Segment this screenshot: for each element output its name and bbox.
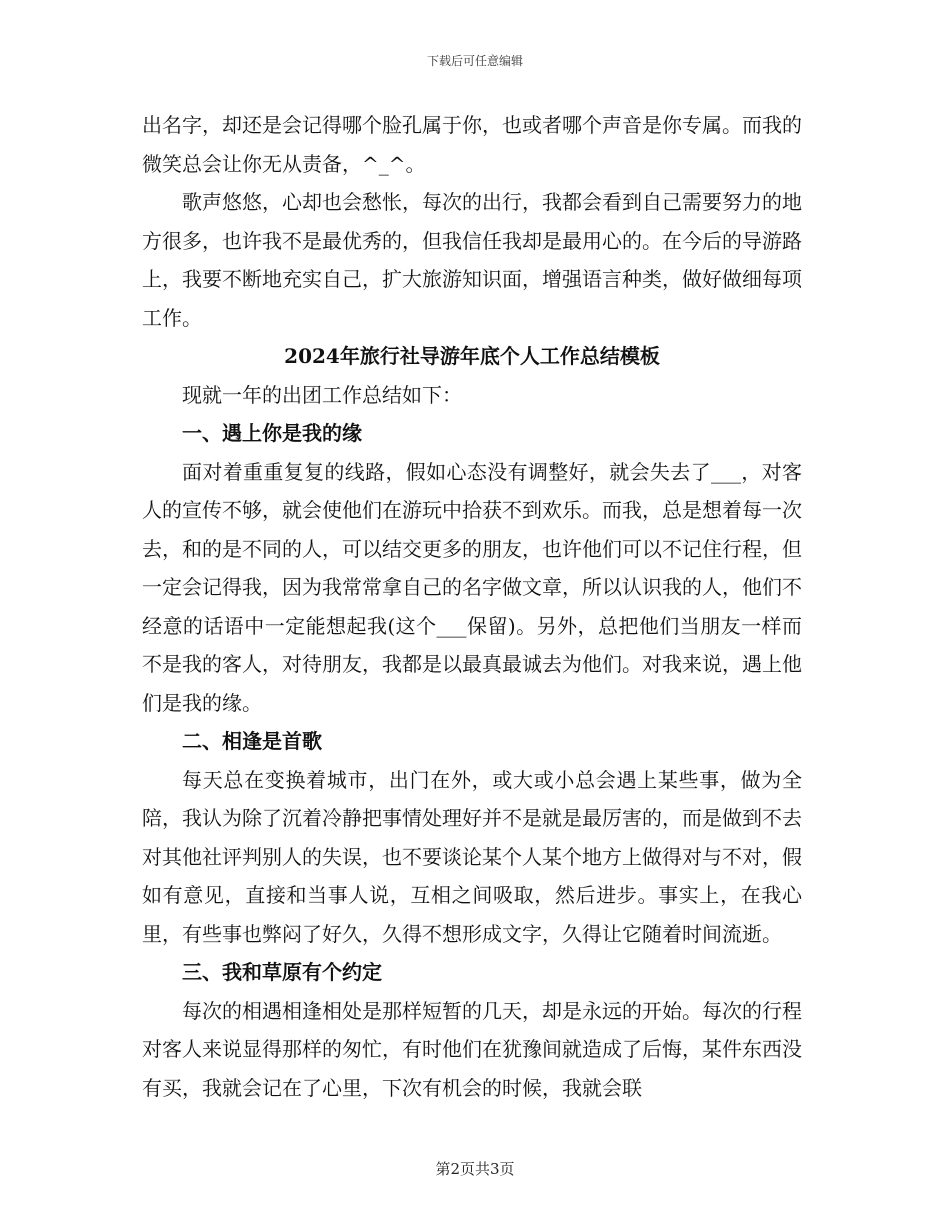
section-text-2: 每天总在变换着城市，出门在外，或大或小总会遇上某些事，做为全陪，我认为除了沉着冷静把事情处理好并不是就是最厉害的，而是做到不去对其他社评判别人的失误，也不要谈论某个人某个地方上做得对与不对，假如有意见，直接和当事人说，互相之间吸取，然后进步。事实上，在我心里，有些事也弊闷了好久，久得不想形成文字，久得让它随着时间流逝。 bbox=[142, 767, 802, 946]
page-header: 下载后可任意编辑 bbox=[426, 54, 523, 68]
section-heading-2: 二、相逢是首歌 bbox=[182, 729, 322, 753]
page-footer: 第2页共3页 bbox=[435, 1160, 515, 1178]
intro-paragraph: 现就一年的出团工作总结如下： bbox=[182, 382, 462, 407]
paragraph-continued: 出名字，却还是会记得哪个脸孔属于你，也或者哪个声音是你专属。而我的微笑总会让你无从责备，^_^。 bbox=[142, 113, 802, 176]
section-heading-3: 三、我和草原有个约定 bbox=[182, 960, 382, 984]
document-body bbox=[142, 106, 802, 1107]
section-heading-1: 一、遇上你是我的缘 bbox=[182, 421, 362, 445]
paragraph-singing: 歌声悠悠，心却也会愁怅，每次的出行，我都会看到自己需要努力的地方很多，也许我不是最优秀的，但我信任我却是最用心的。在今后的导游路上，我要不断地充实自己，扩大旅游知识面，增强语言种类，做好做细每项工作。 bbox=[142, 190, 802, 330]
section-text-3: 每次的相遇相逢相处是那样短暂的几天，却是永远的开始。每次的行程对客人来说显得那样的匆忙，有时他们在犹豫间就造成了后悔，某件东西没有买，我就会记在了心里，下次有机会的时候，我就会联 bbox=[142, 998, 802, 1100]
document-title: 2024年旅行社导游年底个人工作总结模板 bbox=[284, 344, 660, 368]
section-text-1: 面对着重重复复的线路，假如心态没有调整好，就会失去了___，对客人的宣传不够，就会使他们在游玩中拾获不到欢乐。而我，总是想着每一次去，和的是不同的人，可以结交更多的朋友，也许他们可以不记住行程，但一定会记得我，因为我常常拿自己的名字做文章，所以认识我的人，他们不经意的话语中一定能想起我(这个___保留)。另外，总把他们当朋友一样而不是我的客人，对待朋友，我都是以最真最诚去为他们。对我来说，遇上他们是我的缘。 bbox=[142, 459, 802, 715]
